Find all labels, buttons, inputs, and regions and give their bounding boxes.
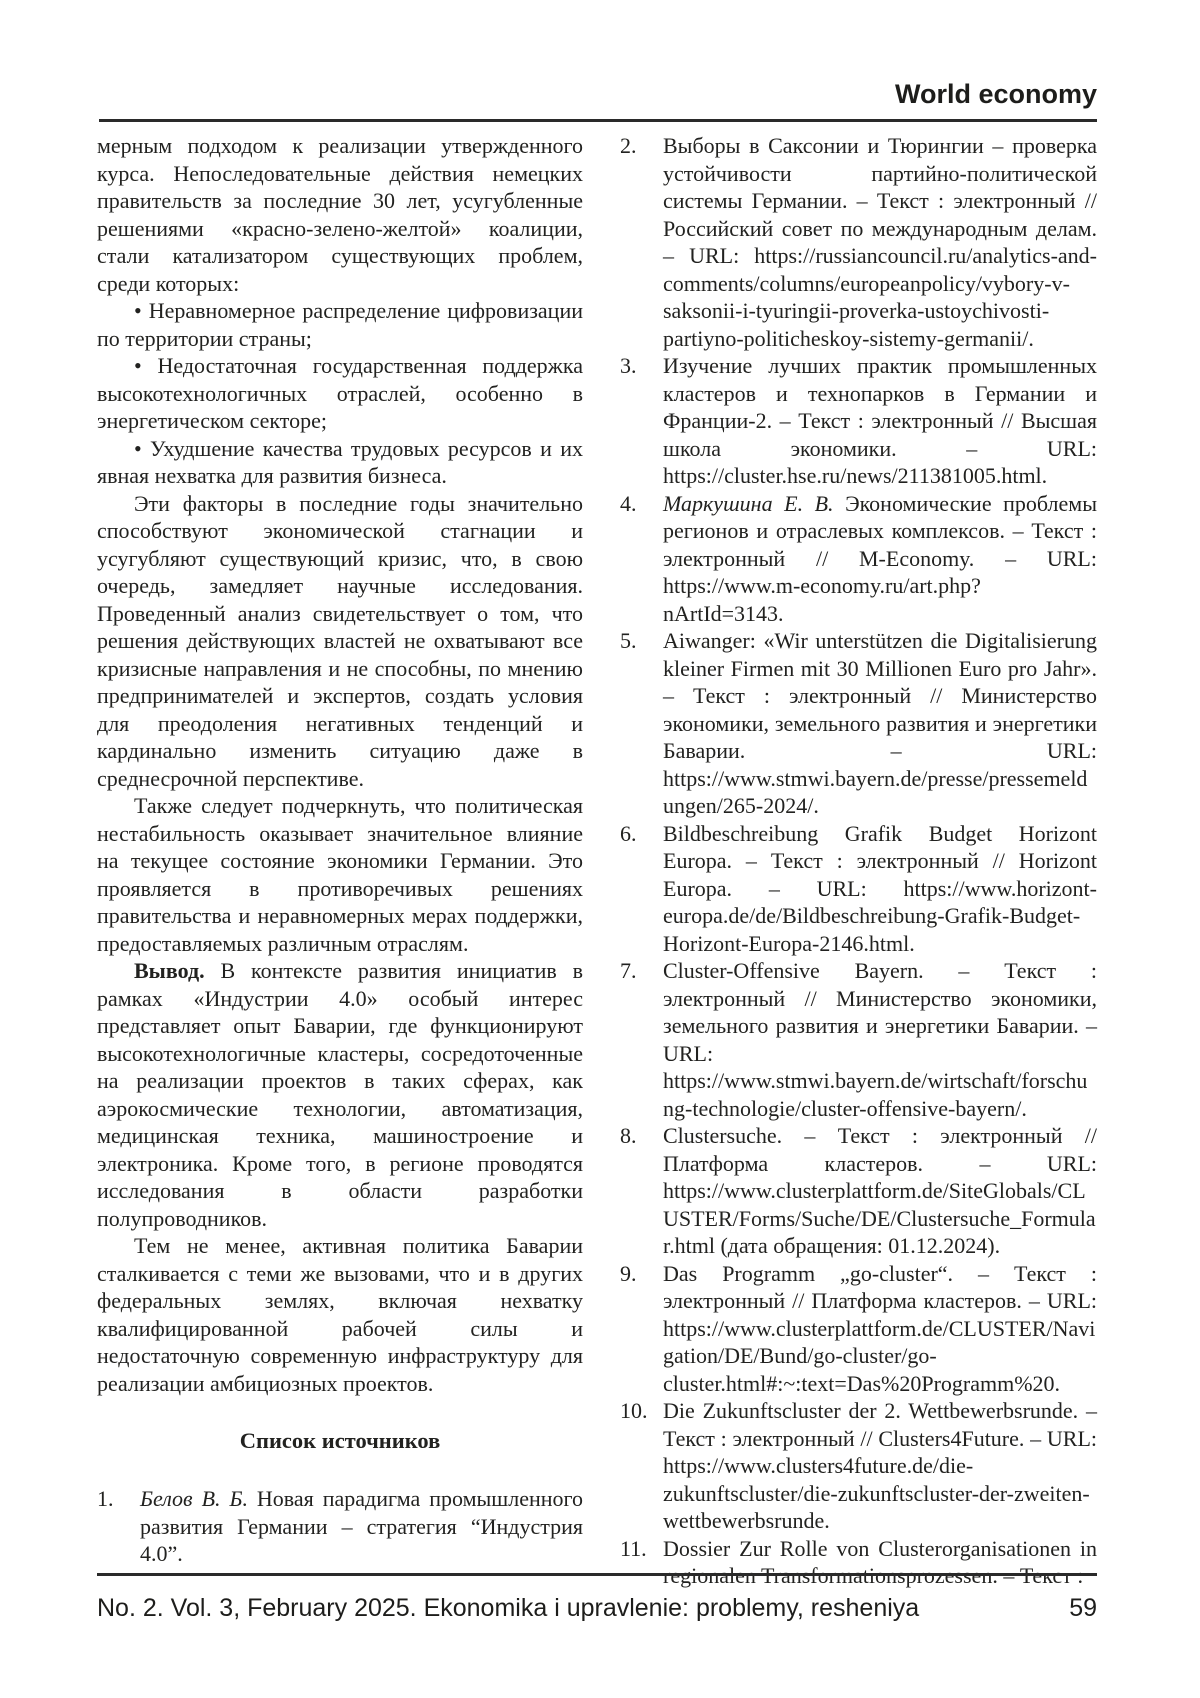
reference-body-text: Новая парадигма промышленного развития Германии – стратегия “Индустрия 4.0”. — [140, 1486, 584, 1566]
reference-body-text: Die Zukunftscluster der 2. Wettbewerbsrunde. – Текст : электронный // Clusters4Future. – URL: https://www.clusters4future.de/die-zukunftscluster/die-zukunftscluster-der-zweiten-wettbewerbsrunde. — [663, 1398, 1097, 1533]
paragraph-text: • Недостаточная государственная поддержка высокотехнологичных отраслей, особенно в энергетическом секторе; — [97, 353, 583, 433]
reference-text — [663, 353, 1097, 488]
reference-number: 10. — [620, 1398, 648, 1423]
article-body — [97, 132, 1097, 1570]
reference-number: 11. — [620, 1535, 647, 1561]
footer-line — [97, 1593, 1097, 1623]
reference-body-text: Clustersuche. – Текст : электронный // Платформа кластеров. – URL: https://www.clusterplattform.de/SiteGlobals/CLUSTER/Forms/Suche/DE/Clustersuche_Formular.html (дата обращения: 01.12.2024). — [663, 1123, 1097, 1258]
paragraph — [97, 957, 583, 1232]
page-number: 59 — [1069, 1594, 1097, 1622]
reference-item — [97, 1485, 583, 1568]
reference-author: Маркушина Е. В. — [663, 490, 834, 516]
reference-author: Белов В. Б. — [140, 1486, 248, 1511]
reference-body-text: Изучение лучших практик промышленных кластеров и технопарков в Германии и Франции-2. – Текст : электронный // Высшая школа экономики. – URL: https://cluster.hse.ru/news/211381005.html. — [663, 353, 1097, 488]
journal-info: No. 2. Vol. 3, February 2025. Ekonomika i upravlenie: problemy, resheniya — [97, 1594, 920, 1622]
paragraph-text: Также следует подчеркнуть, что политическая нестабильность оказывает значительное влияние на текущее состояние экономики Германии. Это проявляется в противоречивых решениях правительства и неравномерных мерах поддержки, предоставляемых различным отраслям. — [97, 793, 583, 956]
reference-item — [620, 490, 1097, 628]
reference-item — [620, 1122, 1097, 1260]
reference-number: 2. — [620, 133, 637, 158]
right-column — [620, 132, 1097, 1570]
paragraph-text: • Неравномерное распределение цифровизации по территории страны; — [97, 298, 583, 351]
paragraph — [97, 792, 583, 957]
paragraph-text: Тем не менее, активная политика Баварии сталкивается с теми же вызовами, что и в других федеральных землях, включая нехватку квалифицированной рабочей силы и недостаточную современную инфраструктуру для реализации амбициозных проектов. — [97, 1233, 583, 1396]
reference-body-text: Das Programm „go-cluster“. – Текст : электронный // Платформа кластеров. – URL: https://www.clusterplattform.de/CLUSTER/Navigation/DE/Bund/go-cluster/go-cluster.html#:~:text=Das%20Programm%20. — [663, 1260, 1097, 1396]
reference-text — [663, 133, 1097, 351]
references-heading: Список источников — [239, 1428, 441, 1453]
reference-text — [663, 1398, 1097, 1533]
reference-text — [663, 491, 1097, 626]
reference-text — [663, 1123, 1097, 1258]
reference-text — [663, 1536, 1097, 1589]
paragraph — [97, 352, 583, 435]
reference-item — [620, 627, 1097, 820]
paragraph-lead: Вывод. — [134, 958, 205, 983]
reference-text — [663, 1261, 1097, 1396]
reference-number: 9. — [620, 1260, 637, 1286]
reference-number: 4. — [620, 490, 637, 516]
reference-body-text: Bildbeschreibung Grafik Budget Horizont Europa. – Текст : электронный // Horizont Europa. – URL: https://www.horizont-europa.de/de/Bildbeschreibung-Grafik-Budget-Horizont-Europa-2146.html. — [663, 820, 1097, 956]
reference-number: 7. — [620, 958, 637, 983]
reference-body-text: Cluster-Offensive Bayern. – Текст : электронный // Министерство экономики, земельного развития и энергетики Баварии. – URL: https://www.stmwi.bayern.de/wirtschaft/forschung-technologie/cluster-offensive-bayern/. — [663, 958, 1097, 1121]
reference-body-text: Dossier Zur Rolle von Clusterorganisationen in — [663, 1535, 1097, 1561]
paragraph-text: мерным подходом к реализации утвержденного курса. Непоследовательные действия немецких правительств за последние 30 лет, усугубленные решениями «красно-зелено-желтой» коалиции, стали катализатором существующих проблем, среди которых: — [97, 133, 583, 296]
paragraph-text: • Ухудшение качества трудовых ресурсов и их явная нехватка для развития бизнеса. — [97, 435, 583, 488]
reference-item — [620, 1397, 1097, 1535]
reference-number: 8. — [620, 1123, 637, 1148]
reference-body-text: Экономические проблемы регионов и отраслевых комплексов. – Текст : электронный // M-Economy. – URL: https://www.m-economy.ru/art.php?nArtId=3143. — [663, 490, 1097, 626]
reference-item — [620, 1260, 1097, 1398]
reference-text — [663, 821, 1097, 956]
paragraph — [97, 435, 583, 490]
reference-number: 5. — [620, 628, 637, 653]
reference-text — [663, 958, 1097, 1121]
reference-item — [620, 132, 1097, 352]
reference-item — [620, 820, 1097, 958]
reference-item — [620, 957, 1097, 1122]
paragraph-text: Эти факторы в последние годы значительно способствуют экономической стагнации и усугубляют существующий кризис, что, в свою очередь, замедляет научные исследования. Проведенный анализ свидетельствует о том, что решения действующих властей не охватывают все кризисные направления и не способны, по мнению предпринимателей и экспертов, создать условия для преодоления негативных тенденций и кардинально изменить ситуацию даже в среднесрочной перспективе. — [97, 490, 583, 791]
left-column — [97, 132, 583, 1570]
reference-text — [140, 1486, 583, 1566]
paragraph — [97, 132, 583, 297]
reference-item — [620, 1535, 1097, 1590]
paragraph-text: В контексте развития инициатив в рамках «Индустрии 4.0» особый интерес представляет опыт Баварии, где функционируют высокотехнологичные кластеры, сосредоточенные на реализации проектов в таких сферах, как аэрокосмические технологии, автоматизация, медицинская техника, машиностроение и электроника. Кроме того, в регионе проводятся исследования в области разработки полупроводников. — [97, 958, 583, 1231]
paragraph — [97, 490, 583, 793]
reference-body-text: Aiwanger: «Wir unterstützen die Digitalisierung kleiner Firmen mit 30 Millionen Euro pro Jahr». – Текст : электронный // Министерство экономики, земельного развития и энергетики Баварии. – URL: https://www.stmwi.bayern.de/presse/pressemeldungen/265-2024/. — [663, 628, 1097, 818]
footer-rule — [97, 1573, 1097, 1576]
header-rule — [99, 119, 1097, 122]
paragraph — [97, 297, 583, 352]
running-head: World economy — [894, 79, 1097, 109]
reference-number: 3. — [620, 353, 637, 378]
reference-item — [620, 352, 1097, 490]
paragraph — [97, 1232, 583, 1397]
reference-number: 6. — [620, 820, 637, 846]
reference-body-text: Выборы в Саксонии и Тюрингии – проверка устойчивости партийно-политической системы Германии. – Текст : электронный // Российский совет по международным делам. – URL: https://russiancouncil.ru/analytics-and-comments/columns/europeanpolicy/vybory-v-saksonii-i-tyuringii-proverka-ustoychivosti-partiyno-politicheskoy-sistemy-germanii/. — [663, 133, 1097, 351]
reference-number: 1. — [97, 1486, 114, 1511]
reference-text — [663, 628, 1097, 818]
